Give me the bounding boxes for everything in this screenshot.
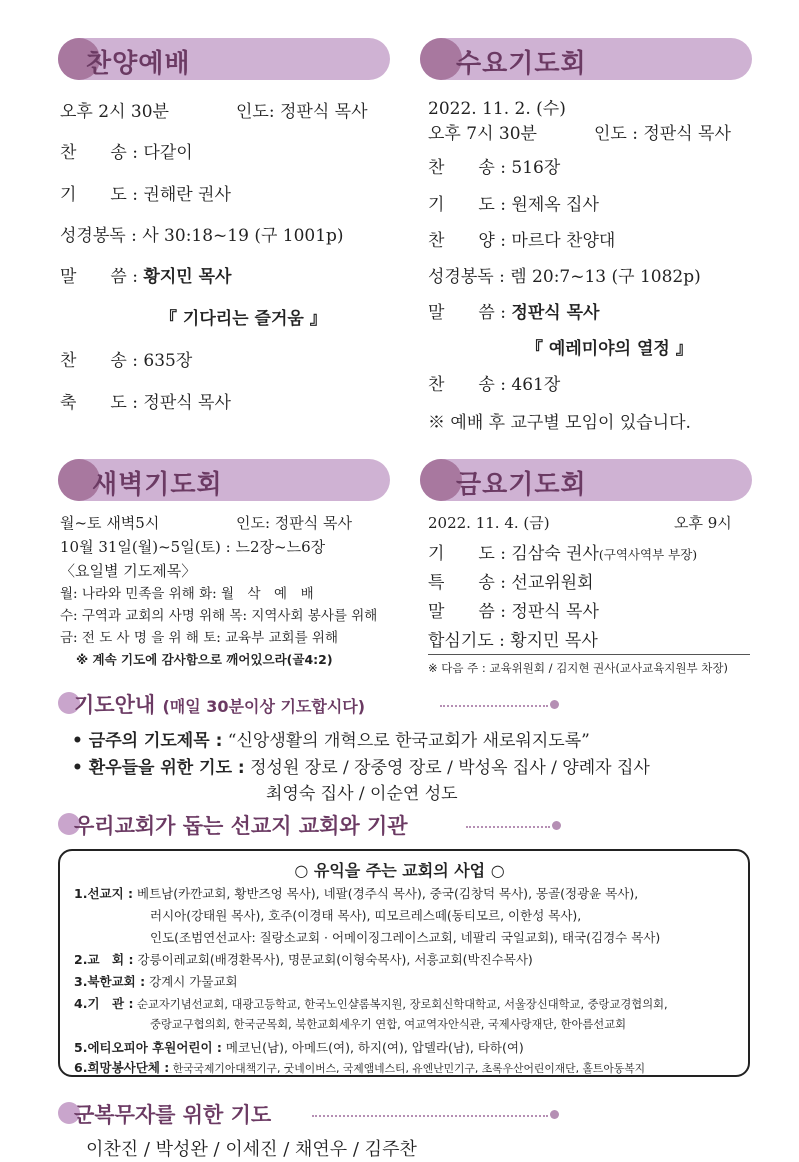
wednesday-note: ※ 예배 후 교구별 모임이 있습니다. bbox=[428, 413, 691, 433]
military-end-dot bbox=[550, 1110, 559, 1119]
friday-row: 기 도 : 김삼숙 권사(구역사역부 부장) bbox=[428, 544, 698, 564]
praise-row: 성경봉독 : 사 30:18~19 (구 1001p) bbox=[60, 226, 344, 246]
dawn-range: 10월 31일(월)~5일(토) : 느2장~느6장 bbox=[60, 538, 326, 556]
missions-line: 중랑교구협의회, 한국군목회, 북한교회세우기 연합, 여교역자안식관, 국제사랑재단, 한아름선교회 bbox=[150, 1018, 627, 1031]
wednesday-time: 오후 7시 30분 bbox=[428, 124, 537, 144]
missions-line: 3.북한교회 : 강계시 가물교회 bbox=[74, 974, 238, 989]
wednesday-sermon-title: 『 예레미야의 열정 』 bbox=[526, 339, 693, 359]
wednesday-date: 2022. 11. 2. (수) bbox=[428, 99, 566, 119]
wednesday-row: 찬 송 : 516장 bbox=[428, 158, 561, 178]
prayer-guide-title: 기도안내 (매일 30분이상 기도합시다) bbox=[74, 693, 366, 717]
friday-row: 특 송 : 선교위원회 bbox=[428, 573, 594, 593]
missions-title: 우리교회가 돕는 선교지 교회와 기관 bbox=[74, 814, 408, 838]
friday-title: 금요기도회 bbox=[456, 470, 587, 500]
military-names: 이찬진 / 박성완 / 이세진 / 채연우 / 김주찬 bbox=[86, 1139, 417, 1160]
dawn-title: 새벽기도회 bbox=[92, 470, 223, 500]
military-title: 군복무자를 위한 기도 bbox=[74, 1103, 272, 1127]
missions-line: 2.교 회 : 강릉이레교회(배경환목사), 명문교회(이형숙목사), 서흥교회(박진수목사) bbox=[74, 952, 533, 967]
friday-row: 합심기도 : 황지민 목사 bbox=[428, 631, 598, 651]
dawn-time: 월~토 새벽5시 bbox=[60, 514, 160, 532]
wednesday-row: 찬 송 : 461장 bbox=[428, 375, 561, 395]
wednesday-title: 수요기도회 bbox=[456, 49, 587, 79]
missions-line: 1.선교지 : 베트남(카깐교회, 황반즈엉 목사), 네팔(경주식 목사), 중국(김창덕 목사), 몽골(정광윤 목사), bbox=[74, 886, 639, 901]
dawn-topic-row: 월: 나라와 민족을 위해 화: 월 삭 예 배 bbox=[60, 586, 314, 602]
dawn-heading: 〈요일별 기도제목〉 bbox=[60, 562, 197, 580]
wednesday-row: 말 씀 : 정판식 목사 bbox=[428, 303, 600, 323]
friday-date: 2022. 11. 4. (금) bbox=[428, 514, 550, 532]
praise-row: 찬 송 : 635장 bbox=[60, 351, 193, 371]
missions-line: 인도(조범연선교사: 질랑소교회 · 어메이징그레이스교회, 네팔리 국일교회), 태국(김경수 목사) bbox=[150, 930, 661, 945]
prayer-guide-end-dot bbox=[550, 700, 559, 709]
praise-title: 찬양예배 bbox=[86, 49, 191, 79]
dawn-topic-row: 금: 전 도 사 명 을 위 해 토: 교육부 교회를 위해 bbox=[60, 630, 338, 646]
friday-row: 말 씀 : 정판식 목사 bbox=[428, 602, 599, 622]
praise-time: 오후 2시 30분 bbox=[60, 102, 169, 122]
wednesday-row: 기 도 : 원제옥 집사 bbox=[428, 195, 599, 215]
friday-next: ※ 다음 주 : 교육위원회 / 김지현 권사(교사교육지원부 차장) bbox=[428, 661, 728, 675]
sick-prayer-cont: 최영숙 집사 / 이순연 성도 bbox=[266, 784, 458, 804]
praise-row: 기 도 : 권해란 권사 bbox=[60, 185, 231, 205]
praise-sermon-title: 『 기다리는 즐거움 』 bbox=[160, 309, 327, 329]
missions-line: 5.에티오피아 후원어린이 : 메코닌(남), 아메드(여), 하지(여), 압델라(남), 타하(여) bbox=[74, 1040, 524, 1055]
wednesday-row: 찬 양 : 마르다 찬양대 bbox=[428, 231, 616, 251]
praise-row: 찬 송 : 다같이 bbox=[60, 143, 193, 163]
missions-line: 4.기 관 : 순교자기념선교회, 대광고등학교, 한국노인샬롬복지원, 장로회신학대학교, 서울장신대학교, 중랑교경협의회, bbox=[74, 996, 668, 1011]
missions-end-dot bbox=[552, 821, 561, 830]
missions-box-title: ○ 유익을 주는 교회의 사업 ○ bbox=[294, 861, 505, 880]
missions-dots bbox=[466, 826, 550, 828]
sick-prayer: • 환우들을 위한 기도 : 정성원 장로 / 장중영 장로 / 박성옥 집사 / 양례자 집사 bbox=[72, 758, 650, 778]
military-dots bbox=[312, 1115, 548, 1117]
missions-line: 러시아(강태원 목사), 호주(이경태 목사), 띠모르레스떼(동티모르, 이한성 목사), bbox=[150, 908, 582, 923]
praise-row: 말 씀 : 황지민 목사 bbox=[60, 267, 232, 287]
prayer-topic: • 금주의 기도제목 : “신앙생활의 개혁으로 한국교회가 새로워지도록” bbox=[72, 731, 590, 751]
friday-divider bbox=[428, 654, 750, 655]
friday-time: 오후 9시 bbox=[674, 514, 732, 532]
dawn-topic-row: 수: 구역과 교회의 사명 위해 목: 지역사회 봉사를 위해 bbox=[60, 608, 378, 624]
praise-leader: 인도: 정판식 목사 bbox=[236, 102, 368, 122]
dawn-verse: ※ 계속 기도에 감사함으로 깨어있으라(골4:2) bbox=[76, 652, 333, 667]
wednesday-row: 성경봉독 : 렘 20:7~13 (구 1082p) bbox=[428, 267, 701, 287]
prayer-guide-dots bbox=[440, 705, 548, 707]
wednesday-leader: 인도 : 정판식 목사 bbox=[594, 124, 731, 144]
dawn-leader: 인도: 정판식 목사 bbox=[236, 514, 353, 532]
praise-row: 축 도 : 정판식 목사 bbox=[60, 393, 231, 413]
missions-line: 6.희망봉사단체 : 한국국제기아대책기구, 굿네이버스, 국제앰네스티, 유엔난민기구, 초록우산어린이재단, 홀트아동복지 bbox=[74, 1060, 646, 1075]
